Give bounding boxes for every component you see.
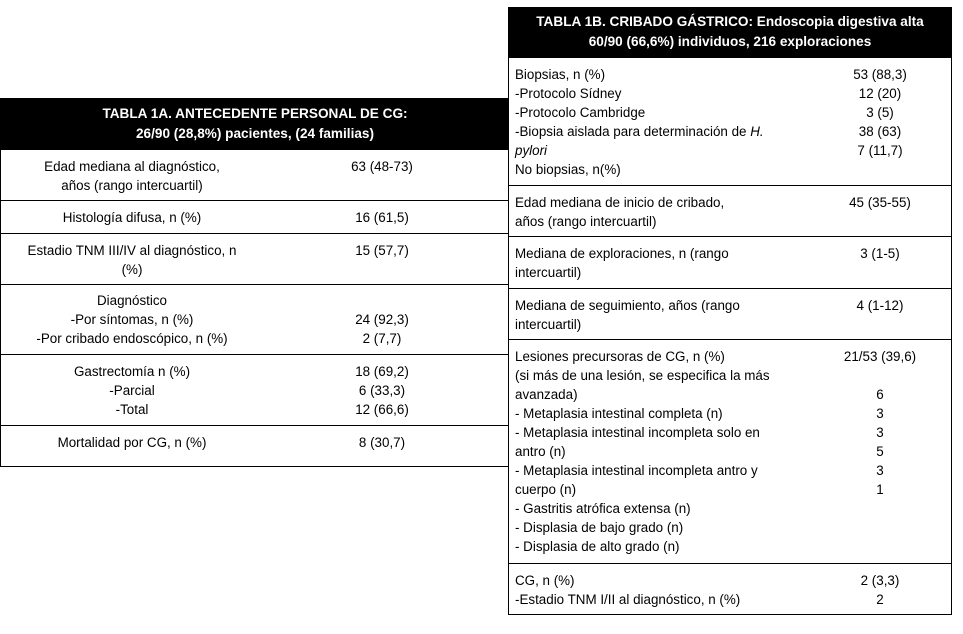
table-1b-title: TABLA 1B. CRIBADO GÁSTRICO: Endoscopia digestiva alta [536, 14, 924, 29]
row-value: 3 [876, 425, 884, 440]
row-label-italic: pylori [515, 143, 547, 158]
table-1a-title: TABLA 1A. ANTECEDENTE PERSONAL DE CG: [102, 105, 408, 121]
row-label: -Parcial [109, 383, 155, 398]
row-value: 3 (1-5) [860, 246, 900, 261]
row-value: 63 (48-73) [351, 159, 413, 174]
table-1a-row-gastrectomia [1, 354, 509, 425]
table-1b-row-exploraciones [509, 236, 951, 288]
row-label: Edad mediana al diagnóstico, [44, 159, 220, 174]
row-value: 15 (57,7) [355, 243, 409, 258]
row-value: 5 [876, 444, 884, 459]
table-1b-row-edad [509, 185, 951, 236]
row-label: -Protocolo Sídney [515, 86, 622, 101]
row-label: Gastrectomía n (%) [73, 364, 191, 379]
table-1b-subtitle: 60/90 (66,6%) individuos, 216 exploraciones [588, 34, 872, 49]
row-value: 12 (20) [858, 86, 902, 101]
row-label [515, 141, 809, 160]
row-label: - Displasia de bajo grado (n) [515, 520, 684, 535]
row-value: 6 (33,3) [358, 383, 406, 398]
row-label: -Por síntomas, n (%) [70, 312, 194, 327]
row-label: CG, n (%) [515, 573, 575, 588]
row-value: 53 (88,3) [853, 67, 907, 82]
row-label: - Displasia de alto grado (n) [515, 539, 680, 554]
row-label: Diagnóstico [97, 293, 167, 308]
row-label: años (rango intercuartil) [515, 214, 657, 229]
table-1b-row-lesiones [509, 339, 951, 563]
table-1a-header [1, 98, 509, 149]
row-label: - Metaplasia intestinal incompleta antro y [515, 463, 758, 478]
row-label: Histología difusa, n (%) [62, 210, 202, 225]
row-value: 3 [876, 406, 884, 421]
row-value: 3 (5) [866, 105, 894, 120]
row-label: (%) [121, 262, 143, 277]
row-label: Mediana de seguimiento, años (rango [515, 298, 740, 313]
row-label: Biopsias, n (%) [515, 67, 606, 82]
row-value: 2 [876, 592, 884, 607]
row-value: 8 (30,7) [358, 435, 406, 450]
row-label: -Por cribado endoscópico, n (%) [36, 331, 228, 346]
row-value: 3 [876, 463, 884, 478]
row-label-italic: H. [750, 124, 764, 139]
row-label [515, 122, 809, 141]
row-label: cuerpo (n) [515, 482, 577, 497]
row-value: 21/53 (39,6) [843, 349, 917, 364]
row-value: 24 (92,3) [355, 312, 409, 327]
row-value: 4 (1-12) [856, 298, 904, 313]
row-value: 38 (63) [858, 124, 902, 139]
table-1a-row-diagnostico [1, 284, 509, 354]
row-label: -Total [115, 402, 149, 417]
table-1a-row-histologia [1, 200, 509, 233]
table-1a-row-mortalidad [1, 425, 509, 467]
row-value: 7 (11,7) [857, 143, 903, 158]
row-label: Mediana de exploraciones, n (rango [515, 246, 729, 261]
row-label: - Metaplasia intestinal incompleta solo en [515, 425, 760, 440]
table-1a-row-estadio [1, 233, 509, 284]
row-label: - Metaplasia intestinal completa (n) [515, 406, 723, 421]
row-value [263, 291, 501, 310]
row-value: 18 (69,2) [355, 364, 409, 379]
row-label: intercuartil) [515, 317, 582, 332]
table-1b-row-biopsias [509, 57, 951, 185]
row-value [809, 366, 951, 385]
row-label-text: -Biopsia aislada para determinación de [515, 124, 751, 139]
row-label: (si más de una lesión, se especifica la más [515, 368, 770, 383]
row-label: No biopsias, n(%) [515, 162, 621, 177]
row-label: -Estadio TNM I/II al diagnóstico, n (%) [515, 592, 741, 607]
row-label: años (rango intercuartil) [61, 178, 203, 193]
row-value: 2 (7,7) [362, 331, 402, 346]
row-label: avanzada) [515, 387, 578, 402]
table-1b-row-seguimiento [509, 288, 951, 339]
table-1a-subtitle: 26/90 (28,8%) pacientes, (24 familias) [135, 125, 374, 141]
table-1a-row-edad [1, 149, 509, 200]
table-1a [0, 98, 510, 467]
row-value: 45 (35-55) [849, 195, 911, 210]
row-label: intercuartil) [515, 265, 582, 280]
row-value: 12 (66,6) [355, 402, 409, 417]
row-label: Estadio TNM III/IV al diagnóstico, n [27, 243, 237, 258]
row-label: -Protocolo Cambridge [515, 105, 646, 120]
row-value: 6 [876, 387, 884, 402]
row-label: antro (n) [515, 444, 566, 459]
row-label: Mortalidad por CG, n (%) [57, 435, 207, 450]
row-label: Edad mediana de inicio de cribado, [515, 195, 725, 210]
row-value: 1 [876, 482, 884, 497]
row-label: - Gastritis atrófica extensa (n) [515, 501, 691, 516]
table-1b [508, 7, 952, 615]
row-label: Lesiones precursoras de CG, n (%) [515, 349, 725, 364]
row-value: 16 (61,5) [355, 210, 409, 225]
row-value: 2 (3,3) [860, 573, 900, 588]
table-1b-row-cg [509, 563, 951, 615]
table-1b-header [509, 7, 951, 57]
